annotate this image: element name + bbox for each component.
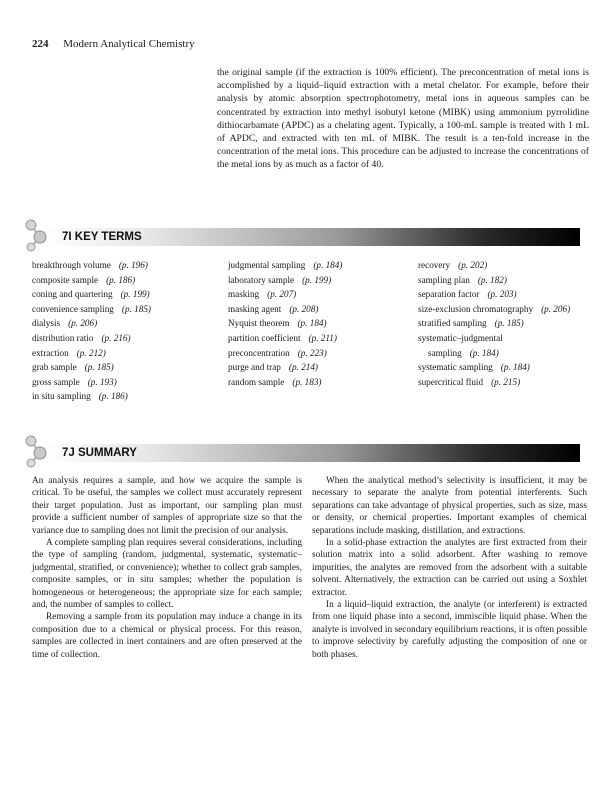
key-term-label: purge and trap (228, 362, 281, 373)
key-term-label-continued: sampling (428, 347, 462, 358)
key-term-label: size-exclusion chromatography (418, 303, 534, 314)
key-terms-banner (20, 216, 580, 252)
key-term-page-ref: (p. 199) (120, 289, 150, 300)
key-term-label: recovery (418, 260, 451, 270)
key-term-label: distribution ratio (32, 332, 94, 343)
key-term-item (228, 346, 408, 361)
key-term-label: coning and quartering (32, 289, 113, 300)
key-term-label: partition coefficient (228, 332, 301, 343)
key-term-page-ref: (p. 184) (500, 362, 530, 373)
key-term-item (32, 273, 212, 288)
key-term-label: systematic sampling (418, 362, 493, 373)
book-title: Modern Analytical Chemistry (63, 38, 195, 50)
key-term-item (228, 360, 408, 375)
key-term-label: preconcentration (228, 347, 290, 358)
key-term-page-ref: (p. 206) (68, 318, 98, 329)
key-term-page-ref: (p. 214) (288, 362, 318, 373)
key-term-item (418, 287, 593, 302)
key-term-label: laboratory sample (228, 274, 295, 285)
key-term-page-ref: (p. 184) (297, 318, 327, 329)
key-term-label: Nyquist theorem (228, 318, 290, 329)
key-term-item (418, 302, 593, 317)
summary-paragraph: When the analytical method’s selectivity is insufficient, it may be necessary to separate the analyte from potential interferents. Such separations can take advantage of physical properties, such as size, mass or density, or chemical properties. Important examples of chemical separations include masking, distillation, and extractions. (312, 476, 587, 536)
summary-paragraph: A complete sampling plan requires several considerations, including the type of sampling (random, judgmental, systematic, systematic–judgmental, stratified, or convenience); whether to collect grab samples, composite samples, or in situ samples; whether the population is homogeneous or heterogeneous; the appropriate size for each sample; and, the number of samples to collect. (32, 538, 302, 611)
key-term-item (228, 273, 408, 288)
key-term-item (418, 258, 593, 273)
key-term-page-ref: (p. 211) (308, 332, 337, 343)
summary-paragraph: An analysis requires a sample, and how we acquire the sample is critical. To be useful, the samples we collect must accurately represent their target population. Just as important, our sampling plan must provide a sufficient number of samples of appropriate size so that the variance due to sampling does not limit the precision of our analysis. (32, 476, 302, 536)
key-term-page-ref: (p. 193) (87, 376, 117, 387)
key-term-label: convenience sampling (32, 303, 114, 314)
summary-heading: 7J SUMMARY (62, 447, 137, 459)
key-term-item (32, 346, 212, 361)
key-term-item (32, 316, 212, 331)
key-term-page-ref: (p. 212) (76, 347, 106, 358)
key-term-page-ref: (p. 185) (121, 303, 151, 314)
key-term-page-ref: (p. 215) (491, 376, 521, 387)
key-term-item (228, 331, 408, 346)
key-term-page-ref: (p. 199) (302, 274, 332, 285)
key-term-page-ref: (p. 216) (101, 332, 131, 343)
key-term-label: random sample (228, 376, 285, 387)
key-term-page-ref: (p. 186) (106, 274, 136, 285)
key-terms-heading: 7I KEY TERMS (62, 231, 142, 243)
key-term-item (418, 360, 593, 375)
key-term-label: masking (228, 289, 260, 300)
key-term-page-ref: (p. 184) (313, 260, 343, 270)
key-terms-column-2 (228, 258, 408, 389)
key-term-label: masking agent (228, 303, 282, 314)
summary-right-column (312, 475, 587, 661)
key-term-item (32, 302, 212, 317)
key-term-label: sampling plan (418, 274, 470, 285)
key-term-page-ref: (p. 184) (469, 347, 499, 358)
key-term-page-ref: (p. 208) (289, 303, 319, 314)
key-term-item (32, 375, 212, 390)
key-term-item (418, 375, 593, 390)
key-term-continuation (418, 346, 593, 361)
summary-banner (20, 432, 580, 468)
molecule-icon (20, 216, 56, 252)
key-term-item (228, 375, 408, 390)
intro-paragraph: the original sample (if the extraction is 100% efficient). The preconcentration of metal ions is accomplished by a liquid–liquid extraction with a metal chelator. For example, before their analysis by atomic absorption spectrophotometry, metal ions in aqueous samples can be concentrated by extraction into methyl isobutyl ketone (MIBK) using ammonium pyrrolidine dithiocarbamate (APDC) as a chelating agent. Typically, a 100-mL sample is treated with 1 mL of APDC, and extracted with ten mL of MIBK. The result is a ten-fold increase in the concentration of the metal ions. This procedure can be adjusted to increase the concentrations of the metal ions by as much as a factor of 40. (217, 67, 589, 171)
key-term-item (32, 287, 212, 302)
key-term-page-ref: (p. 186) (98, 391, 128, 402)
key-term-page-ref: (p. 185) (494, 318, 524, 329)
molecule-icon (20, 432, 56, 468)
key-term-item (32, 258, 212, 273)
key-term-item (228, 316, 408, 331)
key-term-label: dialysis (32, 318, 61, 329)
key-term-label: grab sample (32, 362, 77, 373)
key-term-label: stratified sampling (418, 318, 487, 329)
key-term-page-ref: (p. 202) (458, 260, 488, 270)
key-term-label: breakthrough volume (32, 260, 111, 270)
key-term-page-ref: (p. 223) (297, 347, 327, 358)
key-term-page-ref: (p. 207) (267, 289, 297, 300)
key-term-item (228, 302, 408, 317)
key-term-item (32, 331, 212, 346)
key-term-page-ref: (p. 183) (292, 376, 322, 387)
key-term-label: separation factor (418, 289, 480, 300)
summary-left-column (32, 475, 302, 661)
summary-paragraph: In a liquid–liquid extraction, the analyte (or interferent) is extracted from one liquid phase into a second, immiscible liquid phase. When the analyte is involved in secondary equilibrium reactions, it is often possible to improve selectivity by carefully adjusting the composition of one or both phases. (312, 600, 587, 660)
key-term-page-ref: (p. 203) (487, 289, 517, 300)
key-term-label: judgmental sampling (228, 260, 306, 270)
key-term-label: gross sample (32, 376, 80, 387)
summary-paragraph: Removing a sample from its population may induce a change in its composition due to a chemical or physical process. For this reason, samples are collected in inert containers and are often preserved at the time of collection. (32, 612, 302, 660)
page-number: 224 (32, 38, 49, 50)
summary-paragraph: In a solid-phase extraction the analytes are first extracted from their solution matrix into a solid adsorbent. After washing to remove impurities, the analytes are removed from the adsorbent with a suitable solvent. Alternatively, the extraction can be carried out using a Soxhlet extractor. (312, 538, 587, 598)
running-header (32, 38, 195, 50)
key-term-page-ref: (p. 196) (118, 260, 148, 270)
key-term-item (418, 316, 593, 331)
key-terms-column-3 (418, 258, 593, 389)
key-term-item (32, 360, 212, 375)
key-term-label: composite sample (32, 274, 99, 285)
key-term-page-ref: (p. 182) (477, 274, 507, 285)
key-term-page-ref: (p. 185) (84, 362, 114, 373)
key-term-label: in situ sampling (32, 391, 91, 402)
key-term-label: supercritical fluid (418, 376, 484, 387)
key-terms-column-1 (32, 258, 212, 404)
key-term-label: systematic–judgmental (418, 332, 503, 343)
key-term-item (418, 331, 593, 360)
key-term-label: extraction (32, 347, 69, 358)
key-term-item (418, 273, 593, 288)
key-term-page-ref: (p. 206) (541, 303, 571, 314)
key-term-item (32, 389, 212, 404)
key-term-item (228, 258, 408, 273)
key-term-item (228, 287, 408, 302)
